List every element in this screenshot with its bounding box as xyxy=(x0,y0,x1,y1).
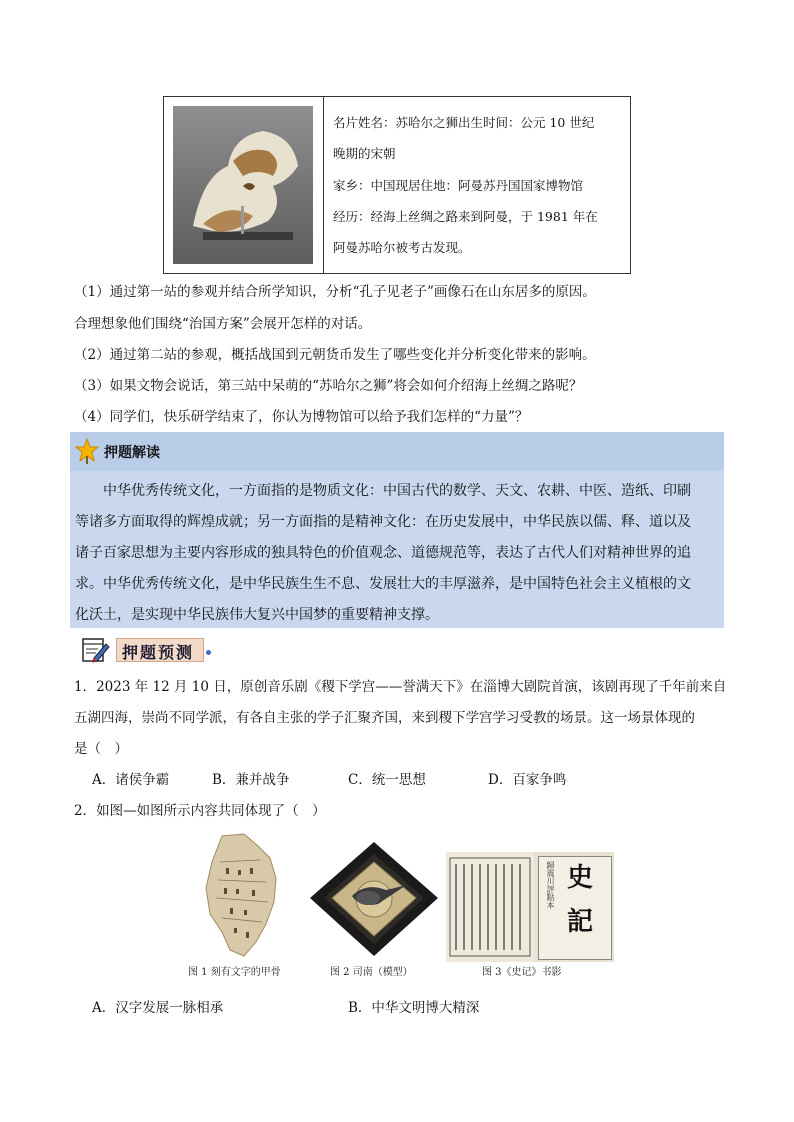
mcq1-option-c[interactable]: C．统一思想 xyxy=(348,772,426,788)
question-4: （4）同学们，快乐研学结束了，你认为博物馆可以给予我们怎样的“力量”？ xyxy=(74,409,529,425)
mcq2-option-b[interactable]: B．中华文明博大精深 xyxy=(348,1000,480,1016)
analysis-line-3: 诸子百家思想为主要内容形成的独具特色的价值观念、道德规范等，表达了古代人们对精神世界的追 xyxy=(75,545,691,561)
fig3-caption: 图 3《史记》书影 xyxy=(482,967,562,978)
notebook-pencil-icon xyxy=(80,636,110,664)
analysis-line-5: 化沃土，是实现中华民族伟大复兴中国梦的重要精神支撑。 xyxy=(75,607,439,623)
mcq2-option-a[interactable]: A．汉字发展一脉相承 xyxy=(92,1000,224,1016)
book-cover-char-1: 史 xyxy=(567,863,594,893)
mcq2-stem: 2．如图—如图所示内容共同体现了（ ） xyxy=(74,803,326,819)
card-line-1: 名片姓名：苏哈尔之狮出生时间：公元 10 世纪 xyxy=(333,115,595,130)
analysis-line-1: 中华优秀传统文化，一方面指的是物质文化：中国古代的数学、天文、农耕、中医、造纸、印刷 xyxy=(103,483,691,499)
book-cover xyxy=(538,856,612,960)
analysis-banner-header xyxy=(70,432,724,471)
mcq1-option-d[interactable]: D．百家争鸣 xyxy=(488,772,567,788)
card-line-4: 经历：经海上丝绸之路来到阿曼，于 1981 年在 xyxy=(333,209,598,224)
card-line-5: 阿曼苏哈尔被考古发现。 xyxy=(333,240,471,255)
analysis-line-2: 等诸多方面取得的辉煌成就；另一方面指的是精神文化：在历史发展中，中华民族以儒、释、道以及 xyxy=(75,514,691,530)
shiji-book-image xyxy=(446,852,614,962)
analysis-line-4: 求。中华优秀传统文化，是中华民族生生不息、发展壮大的丰厚滋养，是中国特色社会主义植根的文 xyxy=(75,576,691,592)
card-line-3: 家乡：中国现居住地：阿曼苏丹国国家博物馆 xyxy=(333,178,584,193)
question-3: （3）如果文物会说话，第三站中呆萌的“苏哈尔之狮”将会如何介绍海上丝绸之路呢？ xyxy=(74,378,583,394)
book-cover-side-text: 歸震川評點本 xyxy=(546,861,555,909)
card-divider xyxy=(323,96,324,274)
card-line-2: 晚期的宋朝 xyxy=(333,146,396,161)
oracle-bone-image xyxy=(200,832,280,962)
question-1: （1）通过第一站的参观并结合所学知识，分析“孔子见老子”画像石在山东居多的原因。 xyxy=(74,284,596,300)
star-icon xyxy=(74,437,100,465)
fig1-caption: 图 1 刻有文字的甲骨 xyxy=(188,967,281,978)
prediction-dot xyxy=(206,650,211,655)
mcq1-option-b[interactable]: B．兼并战争 xyxy=(212,772,290,788)
fig2-caption: 图 2 司南（模型） xyxy=(330,967,413,978)
mcq1-stem-line-2: 五湖四海，崇尚不同学派，有各自主张的学子汇聚齐国，来到稷下学宫学习受教的场景。这一场景体现的 xyxy=(74,710,695,726)
mcq1-option-a[interactable]: A．诸侯争霸 xyxy=(92,772,170,788)
mcq1-stem-line-3: 是（ ） xyxy=(74,741,128,757)
suhar-lion-photo xyxy=(173,106,313,264)
book-page-left xyxy=(446,852,534,962)
question-1b: 合理想象他们围绕“治国方案”会展开怎样的对话。 xyxy=(74,316,372,332)
book-cover-char-2: 記 xyxy=(567,907,594,937)
prediction-title: 押题预测 xyxy=(122,643,195,662)
mcq1-stem-line-1: 1．2023 年 12 月 10 日，原创音乐剧《稷下学宫——誉满天下》在淄博大剧院首演，该剧再现了千年前来自 xyxy=(74,679,727,695)
question-2: （2）通过第二站的参观，概括战国到元朝货币发生了哪些变化并分析变化带来的影响。 xyxy=(74,347,596,363)
analysis-title: 押题解读 xyxy=(104,445,160,461)
sinan-compass-image xyxy=(306,838,442,960)
